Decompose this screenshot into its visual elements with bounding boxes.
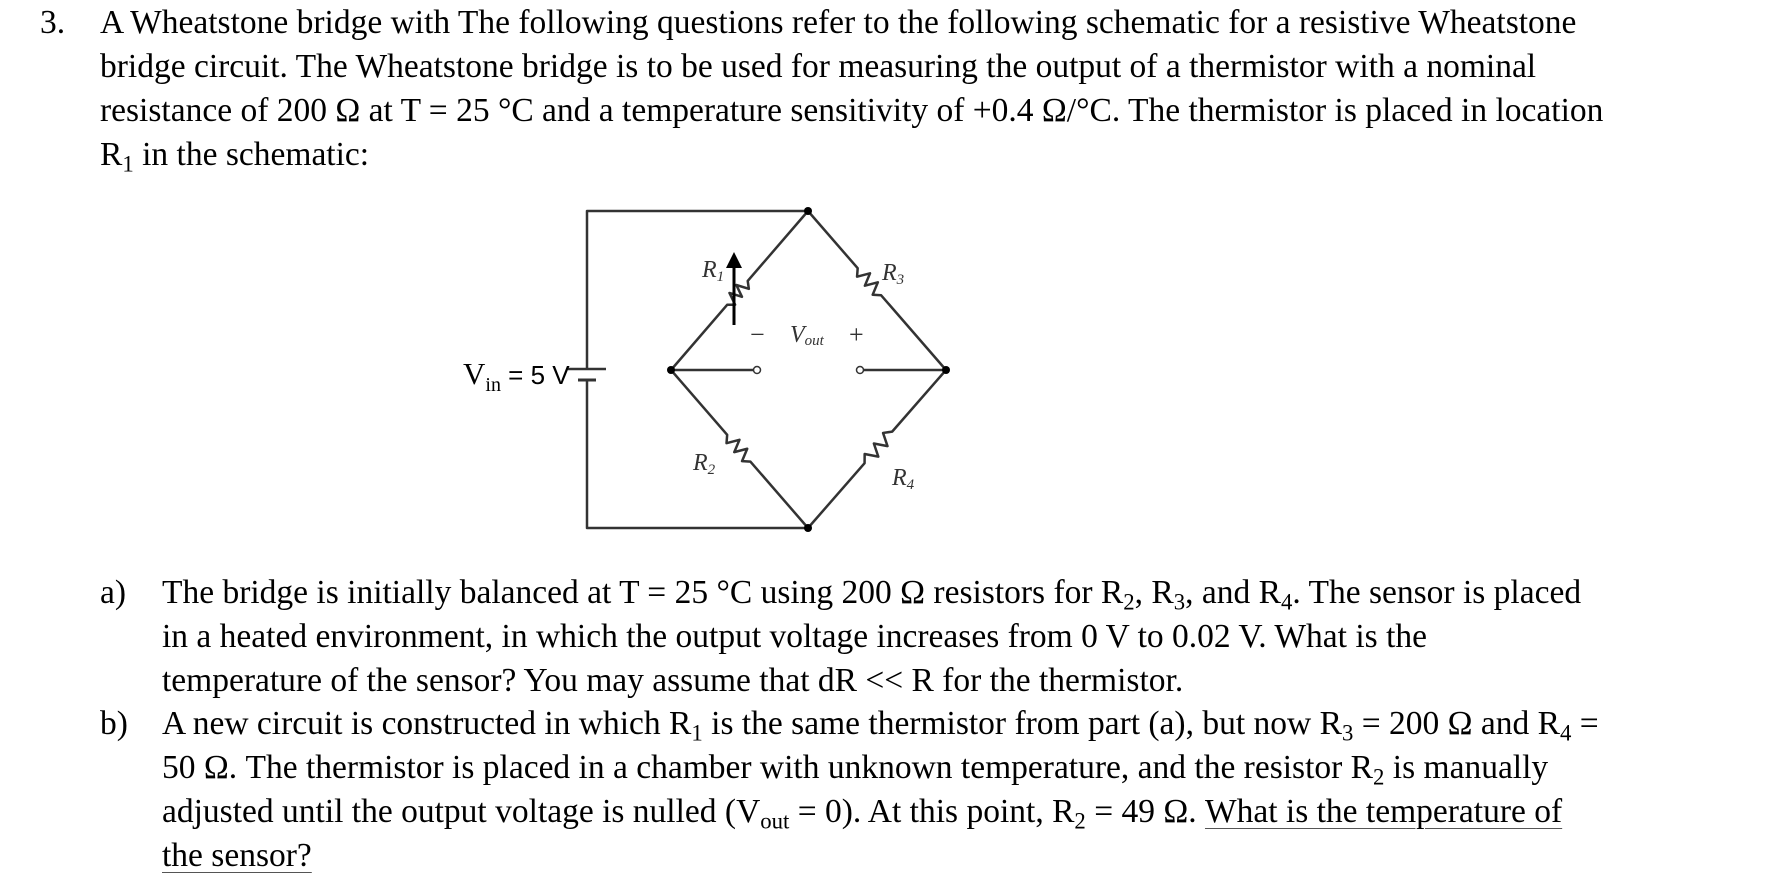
text-segment: 50 Ω. The thermistor is placed in a chamber with unknown temperature, and the resistor R: [162, 749, 1374, 787]
subscript: out: [760, 808, 790, 834]
subscript: 3: [1341, 720, 1354, 746]
text-segment: is manually: [1384, 749, 1549, 787]
junction-node: [804, 207, 812, 215]
text-segment: resistance of 200 Ω at T = 25 °C and a temperature sensitivity of +0.4 Ω/°C. The thermistor is placed in location: [100, 92, 1604, 129]
subscript: 2: [1074, 808, 1086, 834]
text-segment: = 0). At this point, R: [789, 793, 1075, 830]
text-segment: bridge circuit. The Wheatstone bridge is to be used for measuring the output of a thermistor with a nominal: [100, 48, 1537, 85]
resistor-r1-thermistor: [671, 211, 808, 370]
r3-label: R3: [882, 260, 905, 288]
text-segment: is the same thermistor from part (a), but now R: [702, 705, 1342, 743]
thermistor-arrowhead-icon: [726, 252, 742, 268]
r4-label: R4: [892, 465, 915, 493]
text-segment: =: [1571, 705, 1599, 743]
vin-label: $V_{in}$ $^{= 5 V}$: [463, 356, 570, 396]
text-segment: R: [100, 136, 123, 173]
text-segment: in the schematic:: [133, 136, 370, 173]
resistor-r4: [808, 370, 946, 528]
text-segment: adjusted until the output voltage is nulled (V: [162, 793, 761, 830]
part-label: a): [100, 574, 127, 611]
text-segment: The bridge is initially balanced at T = 25 °C using 200 Ω resistors for R: [162, 574, 1124, 611]
subscript: 1: [122, 151, 134, 177]
underlined-question: the sensor?: [162, 836, 312, 874]
resistor-r3: [808, 211, 946, 370]
vout-plus-sign: +: [849, 320, 864, 349]
subscript: 4: [1280, 589, 1293, 615]
text-segment: A new circuit is constructed in which R: [162, 705, 692, 743]
junction-node: [804, 524, 812, 532]
text-segment: in a heated environment, in which the output voltage increases from 0 V to 0.02 V. What is the: [162, 617, 1428, 655]
problem-number: 3.: [40, 4, 66, 41]
vout-minus-terminal: [754, 367, 761, 374]
wire-top-to-battery: [587, 211, 808, 369]
r1-label: R1: [702, 257, 725, 285]
text-segment: , and R: [1185, 574, 1281, 611]
r2-label: R2: [693, 450, 716, 478]
part-label: b): [100, 705, 128, 743]
underlined-question: What is the temperature of: [1204, 793, 1563, 830]
text-segment: . The sensor is placed: [1292, 574, 1582, 611]
subscript: 2: [1373, 764, 1385, 790]
text-segment: , R: [1134, 574, 1174, 611]
vout-plus-terminal: [857, 367, 864, 374]
text-segment: = 49 Ω.: [1085, 793, 1205, 830]
subscript: 3: [1173, 589, 1186, 615]
vout-minus-sign: −: [750, 320, 765, 349]
text-segment: = 200 Ω and R: [1353, 705, 1560, 743]
subscript: 2: [1123, 589, 1135, 615]
junction-node: [942, 366, 950, 374]
subscript: 4: [1559, 720, 1572, 746]
junction-node: [667, 366, 675, 374]
text-segment: A Wheatstone bridge with The following questions refer to the following schematic for a resistive Wheatstone: [100, 4, 1577, 41]
resistor-r2: [671, 370, 808, 528]
subscript: 1: [691, 720, 703, 746]
vout-label: Vout: [790, 322, 824, 349]
text-segment: temperature of the sensor? You may assume that dR << R for the thermistor.: [162, 661, 1184, 699]
